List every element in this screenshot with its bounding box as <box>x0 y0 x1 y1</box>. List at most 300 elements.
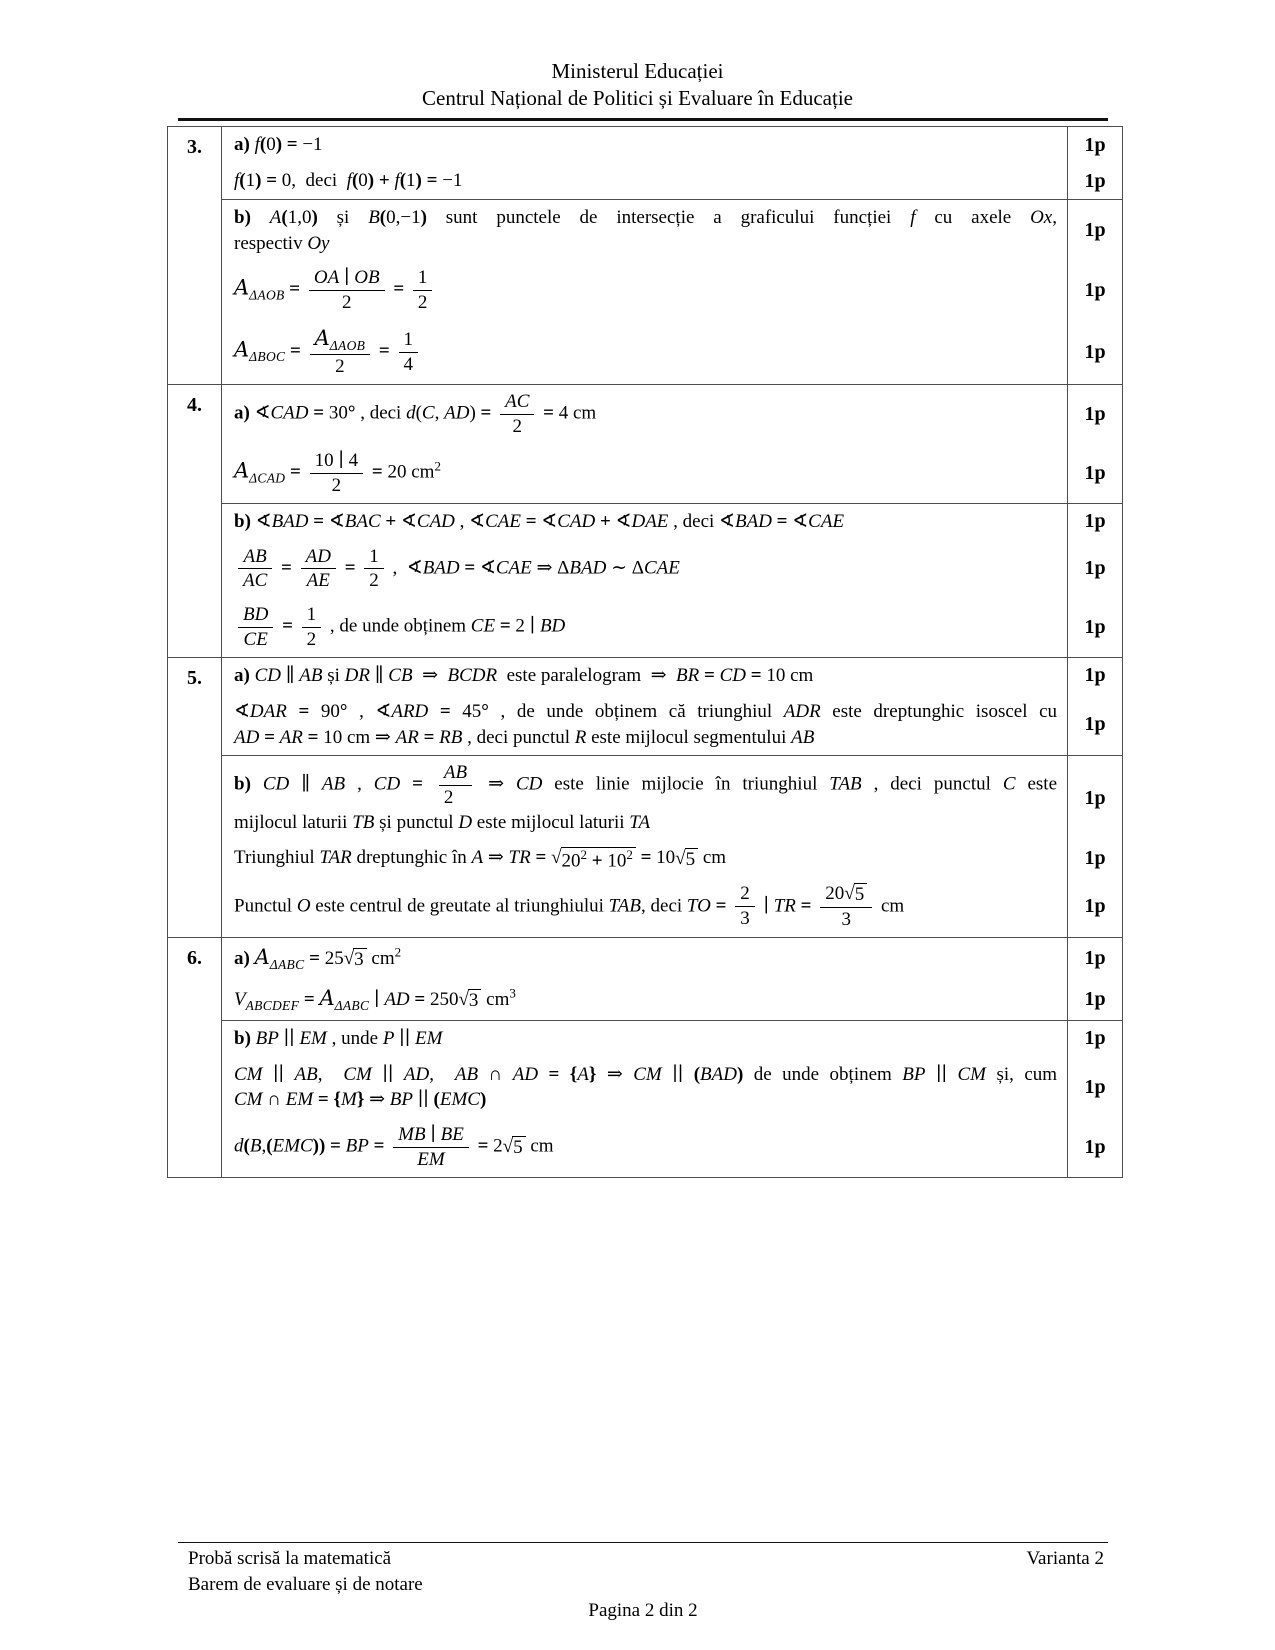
math-variable: C <box>421 402 435 424</box>
score-row <box>222 938 1122 979</box>
math-variable: BP <box>255 1027 279 1049</box>
text-token: 45 <box>462 700 482 722</box>
math-symbol: = <box>277 615 298 637</box>
math-variable: CM <box>633 1063 662 1085</box>
area-symbol: A <box>314 325 330 350</box>
math-variable: BP <box>389 1089 413 1111</box>
math-variable: Oy <box>307 232 330 254</box>
math-variable: BCDR <box>447 665 498 687</box>
text-token: sunt punctele de intersecție a graficului funcției <box>426 207 911 228</box>
math-variable: AC <box>243 570 268 592</box>
text-token: 3 <box>841 908 851 930</box>
radical-sign: √ <box>675 847 686 869</box>
content-line <box>234 663 1057 689</box>
math-symbol: = <box>388 278 409 300</box>
text-token: respectiv <box>234 232 308 254</box>
scoring-table <box>167 126 1123 1178</box>
math-symbol: + <box>595 510 616 532</box>
fraction-numerator <box>439 762 472 786</box>
math-variable: AB <box>443 762 468 784</box>
points-cell: 1p <box>1067 444 1122 503</box>
footer-doc-type: Barem de evaluare și de notare <box>188 1574 423 1595</box>
text-token: −1 <box>302 134 323 156</box>
content-line <box>234 390 1057 439</box>
points-cell: 1p <box>1067 756 1122 840</box>
text-token: 4 cm <box>558 402 597 424</box>
math-variable: AE <box>306 570 330 592</box>
points-cell: 1p <box>1067 127 1122 163</box>
text-token: cm <box>876 895 905 917</box>
row-content <box>222 694 1067 755</box>
math-variable: CAE <box>808 510 845 532</box>
footer-row <box>178 1543 1108 1598</box>
math-symbol: = <box>795 895 817 917</box>
math-variable: CD <box>515 773 543 795</box>
math-variable: EMC <box>439 1089 480 1111</box>
radicand <box>854 883 868 906</box>
text-token: ⇒ <box>412 665 448 687</box>
row-content <box>222 540 1067 599</box>
row-content <box>222 877 1067 937</box>
score-row <box>222 163 1122 199</box>
question-block-3 <box>168 127 1122 384</box>
document-footer <box>178 1542 1108 1624</box>
math-variable: TR <box>508 847 531 869</box>
text-token: 0,−1 <box>386 207 421 228</box>
math-variable: MB <box>398 1123 426 1145</box>
math-variable: BAD <box>422 557 460 579</box>
math-symbol: = <box>368 1135 390 1157</box>
text-token: ( <box>415 402 422 424</box>
fraction-denominator <box>310 474 364 497</box>
superscript: 2 <box>394 944 402 960</box>
text-token: ∥ <box>289 773 322 795</box>
math-symbol: = <box>421 170 443 192</box>
row-content <box>222 598 1067 657</box>
fraction <box>302 604 322 651</box>
math-variable: f <box>234 170 240 192</box>
text-token: ∣ <box>758 895 774 917</box>
square-root <box>458 989 481 1012</box>
math-symbol: = <box>299 988 320 1010</box>
text-token: ∣∣ <box>262 1063 295 1085</box>
text-token: , ∢ <box>387 557 423 579</box>
math-variable: CD <box>719 665 746 687</box>
fraction-numerator <box>301 546 336 570</box>
question-block-6 <box>168 937 1122 1177</box>
text-token: și, cum <box>985 1063 1058 1085</box>
score-row <box>222 1118 1122 1177</box>
fraction <box>301 546 336 593</box>
row-content <box>222 261 1067 320</box>
points-cell: 1p <box>1067 1021 1122 1057</box>
text-token: 1 <box>403 328 413 350</box>
math-variable: R <box>574 726 587 748</box>
math-symbol: ° <box>339 700 348 722</box>
text-token: 10 ∣ 4 <box>314 449 359 471</box>
fraction-denominator <box>309 291 385 314</box>
points-cell: 1p <box>1067 261 1122 320</box>
text-token: 2 <box>306 629 317 651</box>
math-symbol: ( <box>379 207 387 228</box>
math-variable: CB <box>388 665 413 687</box>
text-token: și <box>322 665 345 687</box>
points-cell: 1p <box>1067 694 1122 755</box>
text-token: 2 <box>341 292 352 314</box>
math-variable: RB <box>439 726 463 748</box>
math-variable: Ox <box>1030 207 1053 228</box>
math-variable: AB <box>294 1063 318 1085</box>
math-variable: CAE <box>495 557 532 579</box>
math-symbol: = <box>308 510 329 532</box>
text-token: ∣∣ <box>925 1063 958 1085</box>
math-variable: CM <box>234 1063 263 1085</box>
text-token: −1 <box>442 170 463 192</box>
math-variable: CD <box>373 773 401 795</box>
score-row <box>222 658 1122 694</box>
math-symbol: ° <box>481 700 489 722</box>
points-cell: 1p <box>1067 658 1122 694</box>
superscript: 3 <box>509 985 516 1001</box>
subscript: ΔBOC <box>249 349 286 365</box>
math-symbol: ( <box>351 170 359 192</box>
text-token: 90 <box>320 700 340 722</box>
content-line <box>234 725 1057 751</box>
text-token: cm <box>366 947 395 969</box>
math-symbol: + <box>374 170 395 192</box>
math-symbol: = <box>428 700 463 722</box>
row-content <box>222 1057 1067 1118</box>
text-token: ∢ <box>254 402 271 424</box>
points-cell: 1p <box>1067 200 1122 261</box>
radicand <box>353 948 367 971</box>
question-number: 3. <box>168 127 222 384</box>
math-symbol: = <box>367 461 388 483</box>
row-content <box>222 444 1067 503</box>
text-token: 1,0 <box>287 207 312 228</box>
text-token: este <box>1015 773 1058 795</box>
fraction-denominator <box>393 1148 469 1171</box>
question-parts <box>222 127 1122 384</box>
text-token: ∥ <box>370 665 389 687</box>
text-token: este paralelogram ⇒ <box>497 665 677 687</box>
text-token: ⇒ <box>483 847 509 869</box>
part-block <box>222 658 1122 755</box>
question-block-5 <box>168 657 1122 937</box>
score-row <box>222 1021 1122 1057</box>
fraction <box>500 391 534 438</box>
math-symbol: ( <box>243 1135 250 1157</box>
content-line <box>234 603 1057 652</box>
footer-variant: Varianta 2 <box>1026 1548 1104 1569</box>
text-token: ∣∣ <box>661 1063 694 1085</box>
part-block <box>222 127 1122 199</box>
text-token: este mijlocul laturii <box>472 811 630 833</box>
text-token: , <box>1052 207 1057 228</box>
points-cell: 1p <box>1067 840 1122 876</box>
content-line <box>234 761 1057 810</box>
row-content <box>222 1021 1067 1057</box>
fraction-numerator <box>238 604 273 628</box>
math-variable: CAE <box>485 510 521 532</box>
points-cell: 1p <box>1067 385 1122 444</box>
footer-exam-name: Probă scrisă la matematică <box>188 1548 392 1569</box>
text-token: cm <box>525 1135 554 1157</box>
row-content <box>222 840 1067 876</box>
radicand <box>561 847 636 872</box>
ministry-title: Ministerul Educației <box>551 59 724 83</box>
text-token: 1 <box>245 170 256 192</box>
question-number: 4. <box>168 385 222 657</box>
text-token: , deci <box>355 402 407 424</box>
area-symbol: A <box>234 458 250 483</box>
math-symbol: ( <box>259 134 267 156</box>
text-token: 1 <box>406 170 416 192</box>
score-row <box>222 385 1122 444</box>
text-token: ⇒ Δ <box>531 557 570 579</box>
math-variable: BD <box>243 604 269 626</box>
text-token: 1 <box>417 267 428 289</box>
content-line <box>234 984 1057 1015</box>
document-header <box>0 0 1275 112</box>
math-symbol: } <box>588 1063 597 1085</box>
math-variable: CD <box>262 773 290 795</box>
text-token: 10 <box>656 847 676 869</box>
text-token: 2 <box>331 474 342 496</box>
math-symbol: } <box>356 1089 365 1111</box>
math-symbol: ( <box>693 1063 701 1085</box>
math-symbol: = <box>771 510 793 532</box>
text-token: ∣ <box>339 267 355 289</box>
fraction <box>399 329 419 376</box>
subscript: ΔABC <box>269 956 305 972</box>
text-token: 5 <box>513 1136 523 1158</box>
text-token: 10 cm ⇒ <box>323 726 396 748</box>
text-token: , deci punctul <box>462 726 575 748</box>
math-variable: EM <box>299 1027 327 1049</box>
text-token: ∢ <box>400 510 417 532</box>
fraction <box>238 546 272 593</box>
math-symbol: = <box>472 1135 494 1157</box>
superscript: 2 <box>626 846 633 862</box>
part-block <box>222 755 1122 936</box>
math-variable: AB <box>243 545 267 567</box>
score-row <box>222 261 1122 320</box>
text-token: ∣∣ <box>371 1063 404 1085</box>
text-token: 2 <box>512 415 522 437</box>
score-row <box>222 840 1122 876</box>
radicand <box>512 1136 526 1159</box>
text-token: ∣∣ <box>412 1089 434 1111</box>
bold-label: a) <box>234 947 255 969</box>
math-variable: AR <box>279 726 303 748</box>
fraction-numerator <box>413 267 433 291</box>
score-row <box>222 979 1122 1020</box>
area-symbol: A <box>319 985 335 1010</box>
math-variable: BAC <box>344 510 381 532</box>
text-token: 2 <box>335 356 345 378</box>
question-block-4 <box>168 384 1122 657</box>
math-variable: OB <box>354 267 380 289</box>
math-symbol: + <box>380 510 401 532</box>
fraction-denominator <box>820 908 872 931</box>
subscript: ΔAOB <box>329 337 366 353</box>
fraction <box>413 267 433 314</box>
math-variable: C <box>1002 773 1016 795</box>
text-token: este mijlocul segmentului <box>586 726 792 748</box>
text-token: 10 cm <box>766 665 814 687</box>
math-symbol: = <box>400 773 435 795</box>
points-cell: 1p <box>1067 540 1122 599</box>
score-row <box>222 877 1122 937</box>
text-token: ⇒ <box>596 1063 634 1085</box>
text-token: 2 <box>369 570 379 592</box>
text-token: cu axele <box>915 207 1031 228</box>
fraction-denominator <box>399 353 419 376</box>
math-variable: AR <box>395 726 419 748</box>
math-symbol: ( <box>281 207 288 228</box>
math-variable: BAD <box>700 1063 737 1085</box>
math-variable: d <box>234 1135 244 1157</box>
row-content <box>222 200 1067 261</box>
row-content <box>222 938 1067 979</box>
text-token: 20 <box>825 882 845 904</box>
math-symbol: = <box>710 895 732 917</box>
text-token: 1 <box>369 545 379 567</box>
text-token: 3 <box>468 989 479 1011</box>
score-row <box>222 598 1122 657</box>
text-token: este dreptunghic isoscel cu <box>820 700 1058 722</box>
text-token: , deci <box>641 895 687 917</box>
row-content <box>222 1118 1067 1177</box>
points-cell: 1p <box>1067 163 1122 199</box>
text-token: 20 cm <box>387 461 435 483</box>
math-variable: AB <box>321 773 346 795</box>
text-token: de unde obținem <box>743 1063 903 1085</box>
text-token: ∣∣ <box>278 1027 300 1049</box>
math-symbol: = <box>284 278 305 300</box>
math-variable: DAE <box>631 510 669 532</box>
math-symbol: = <box>374 340 395 362</box>
text-token: 2 <box>417 292 428 314</box>
radical-sign: √ <box>844 882 855 904</box>
text-token: 2 <box>493 1135 503 1157</box>
math-variable: TAB <box>608 895 642 917</box>
math-variable: EM <box>285 1089 314 1111</box>
bold-label: b) <box>234 1027 256 1049</box>
text-token: 5 <box>854 883 865 905</box>
math-symbol: ) <box>311 207 318 228</box>
superscript: 2 <box>580 846 587 862</box>
fraction-denominator <box>238 628 273 651</box>
math-variable: BAD <box>734 510 772 532</box>
score-row <box>222 756 1122 840</box>
radicand <box>685 848 699 871</box>
math-variable: AB <box>299 665 323 687</box>
content-line <box>234 810 1057 836</box>
math-symbol: ( <box>266 1135 273 1157</box>
text-token: dreptunghic în <box>351 847 472 869</box>
fraction <box>309 267 385 314</box>
text-token: ) <box>469 402 481 424</box>
subscript: ΔAOB <box>249 287 285 303</box>
math-symbol: )) <box>312 1135 326 1157</box>
math-variable: M <box>341 1089 357 1111</box>
math-symbol: = <box>530 847 552 869</box>
fraction-numerator <box>364 546 384 570</box>
radical-sign: √ <box>343 947 355 969</box>
math-symbol: = <box>495 615 516 637</box>
math-variable: CE <box>243 629 268 651</box>
points-cell: 1p <box>1067 979 1122 1020</box>
math-variable: AD <box>384 988 410 1010</box>
row-content <box>222 320 1067 384</box>
text-token: mijlocul laturii <box>234 811 353 833</box>
row-content <box>222 979 1067 1020</box>
fraction-denominator <box>364 569 384 592</box>
math-symbol: ) <box>479 1089 487 1111</box>
math-symbol: = <box>459 557 480 579</box>
math-symbol: = <box>261 170 282 192</box>
math-symbol: ) <box>736 1063 744 1085</box>
text-token: este centrul de greutate al triunghiului <box>310 895 609 917</box>
points-cell: 1p <box>1067 504 1122 540</box>
text-token: ∣ <box>425 1123 441 1145</box>
text-token: , de unde obținem <box>325 615 471 637</box>
math-symbol: + <box>587 849 608 871</box>
math-symbol: = <box>520 510 542 532</box>
math-variable: BP <box>345 1135 369 1157</box>
math-symbol: ( <box>399 170 407 192</box>
math-variable: TA <box>629 811 651 833</box>
text-token: ∩ <box>478 1063 513 1085</box>
content-line <box>234 509 1057 535</box>
fraction-denominator <box>238 569 272 592</box>
score-row <box>222 444 1122 503</box>
math-variable: AD <box>234 726 260 748</box>
text-token: 10 <box>607 849 627 871</box>
text-token: ∢ <box>541 510 558 532</box>
math-variable: EM <box>417 1148 445 1170</box>
radicand <box>468 989 482 1012</box>
text-token: , unde <box>326 1027 383 1049</box>
math-variable: BE <box>440 1123 464 1145</box>
part-block <box>222 199 1122 384</box>
bold-label: a) <box>234 402 255 424</box>
text-token: 250 <box>429 988 459 1010</box>
content-line <box>234 1026 1057 1052</box>
text-token: , ∢ <box>347 700 392 722</box>
math-symbol: = <box>418 726 440 748</box>
row-content <box>222 504 1067 540</box>
math-variable: CAE <box>643 557 680 579</box>
content-line <box>234 168 1057 194</box>
text-token: ∼ Δ <box>606 557 644 579</box>
content-line <box>234 882 1057 932</box>
question-number: 5. <box>168 658 222 937</box>
math-variable: CD <box>254 665 281 687</box>
math-symbol: ) <box>420 207 427 228</box>
math-symbol: = <box>282 134 303 156</box>
math-variable: EM <box>414 1027 443 1049</box>
points-cell: 1p <box>1067 1118 1122 1177</box>
math-variable: D <box>458 811 473 833</box>
text-token: și <box>317 207 369 228</box>
bold-label: b) <box>234 773 263 795</box>
fraction-numerator <box>310 326 371 355</box>
content-line <box>234 1062 1057 1088</box>
square-root <box>344 948 367 971</box>
